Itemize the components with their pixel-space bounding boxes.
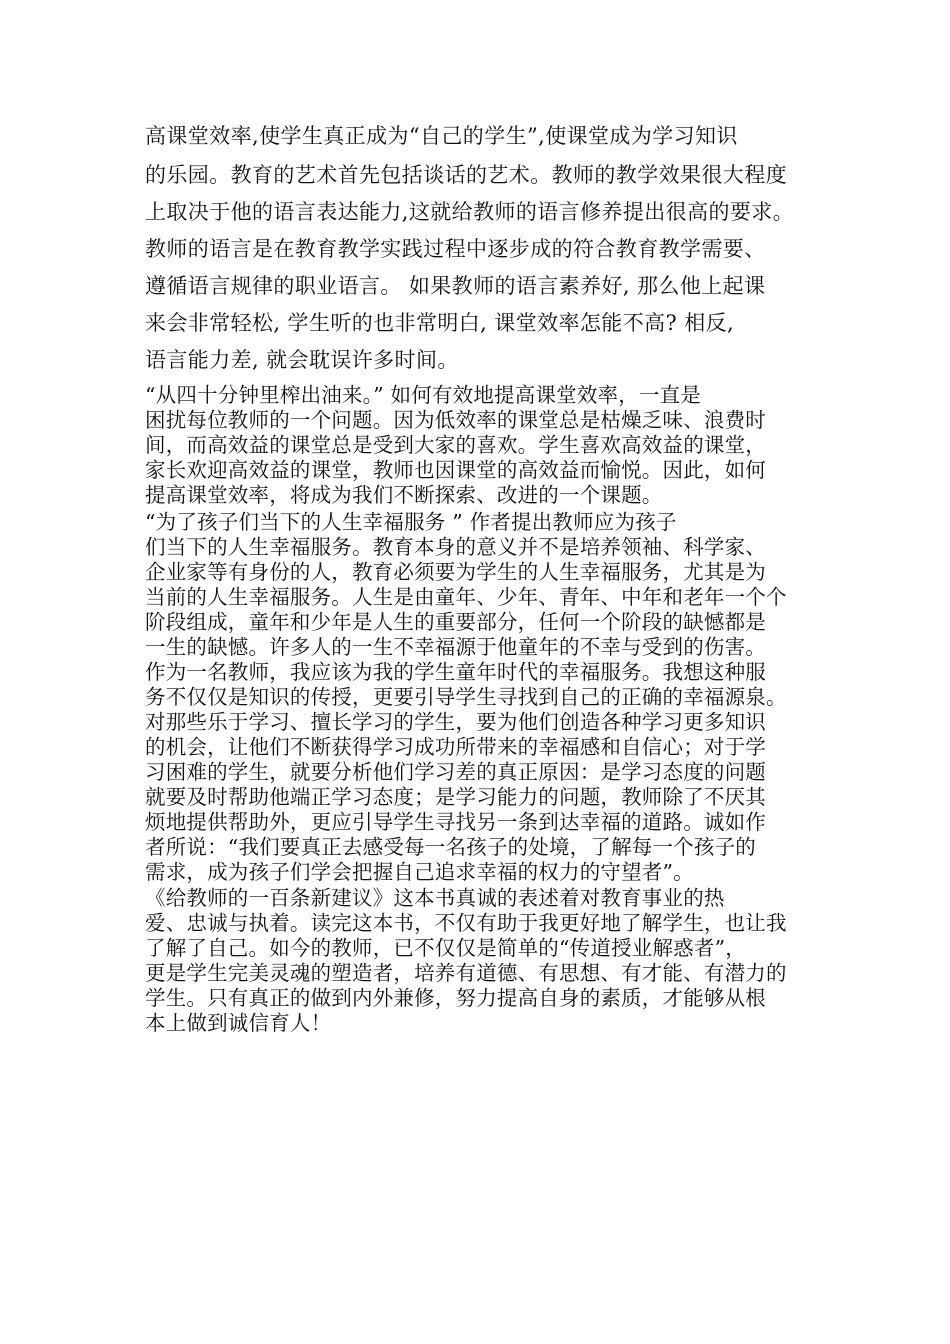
text-line: 了解了自己。如今的教师，已不仅仅是简单的“传道授业解惑者”，	[145, 936, 746, 960]
text-line: 务不仅仅是知识的传授，更要引导学生寻找到自己的正确的幸福源泉。	[145, 685, 787, 709]
text-line: 当前的人生幸福服务。人生是由童年、少年、青年、中年和老年一个个	[145, 585, 787, 609]
text-line: 的机会，让他们不断获得学习成功所带来的幸福感和自信心；对于学	[145, 735, 766, 759]
text-line: 高课堂效率,使学生真正成为“自己的学生”,使课堂成为学习知识	[145, 124, 738, 148]
text-line: “从四十分钟里榨出油来。” 如何有效地提高课堂效率，一直是	[145, 383, 702, 407]
text-line: “为了孩子们当下的人生幸福服务 ” 作者提出教师应为孩子	[145, 510, 677, 534]
text-line: 需求，成为孩子们学会把握自己追求幸福的权力的守望者”。	[145, 860, 694, 884]
text-line: 学生。只有真正的做到内外兼修，努力提高自身的素质，才能够从根	[145, 986, 766, 1010]
text-line: 遵循语言规律的职业语言。 如果教师的语言素养好, 那么他上起课	[145, 274, 766, 298]
text-line: 上取决于他的语言表达能力,这就给教师的语言修养提出很高的要求。	[145, 200, 795, 224]
text-line: 提高课堂效率，将成为我们不断探索、改进的一个课题。	[145, 483, 663, 507]
text-line: 困扰每位教师的一个问题。因为低效率的课堂总是枯燥乏味、浪费时	[145, 408, 766, 432]
text-line: 爱、忠诚与执着。读完这本书，不仅有助于我更好地了解学生，也让我	[145, 911, 787, 935]
text-line: 对那些乐于学习、擅长学习的学生，要为他们创造各种学习更多知识	[145, 710, 766, 734]
text-line: 作为一名教师，我应该为我的学生童年时代的幸福服务。我想这种服	[145, 660, 766, 684]
text-line: 阶段组成，童年和少年是人生的重要部分，任何一个阶段的缺憾都是	[145, 610, 766, 634]
text-line: 间，而高效益的课堂总是受到大家的喜欢。学生喜欢高效益的课堂，	[145, 433, 766, 457]
text-line: 就要及时帮助他端正学习态度；是学习能力的问题，教师除了不厌其	[145, 785, 766, 809]
text-line: 语言能力差, 就会耽误许多时间。	[145, 348, 459, 372]
text-line: 的乐园。教育的艺术首先包括谈话的艺术。教师的教学效果很大程度	[145, 163, 787, 187]
text-line: 者所说：“我们要真正去感受每一名孩子的处境，了解每一个孩子的	[145, 835, 756, 859]
text-line: 烦地提供帮助外，更应引导学生寻找另一条到达幸福的道路。诚如作	[145, 810, 766, 834]
text-line: 来会非常轻松, 学生听的也非常明白, 课堂效率怎能不高? 相反,	[145, 311, 735, 335]
text-line: 本上做到诚信育人！	[145, 1011, 332, 1035]
text-line: 们当下的人生幸福服务。教育本身的意义并不是培养领袖、科学家、	[145, 535, 766, 559]
text-line: 家长欢迎高效益的课堂，教师也因课堂的高效益而愉悦。因此，如何	[145, 458, 766, 482]
text-line: 一生的缺憾。许多人的一生不幸福源于他童年的不幸与受到的伤害。	[145, 635, 766, 659]
text-line: 企业家等有身份的人，教育必须要为学生的人生幸福服务，尤其是为	[145, 560, 766, 584]
text-line: 习困难的学生，就要分析他们学习差的真正原因：是学习态度的问题	[145, 760, 766, 784]
text-line: 《给教师的一百条新建议》这本书真诚的表述着对教育事业的热	[145, 886, 725, 910]
text-line: 更是学生完美灵魂的塑造者，培养有道德、有思想、有才能、有潜力的	[145, 961, 787, 985]
text-line: 教师的语言是在教育教学实践过程中逐步成的符合教育教学需要、	[145, 237, 766, 261]
